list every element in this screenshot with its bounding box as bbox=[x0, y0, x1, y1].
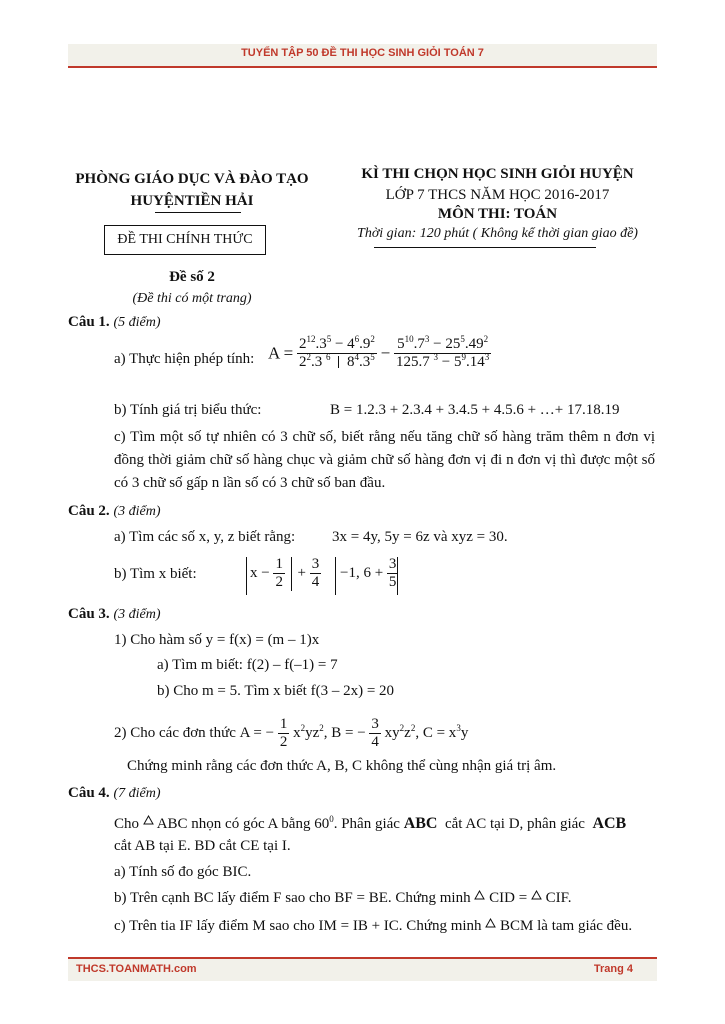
exam-number: Đề số 2 bbox=[169, 269, 215, 285]
triangle-icon bbox=[474, 890, 485, 900]
q4-label: Câu 4. bbox=[68, 785, 110, 801]
exam-title: KÌ THI CHỌN HỌC SINH GIỎI HUYỆN bbox=[361, 166, 634, 182]
q2-heading bbox=[68, 503, 160, 520]
q3-label: Câu 3. bbox=[68, 606, 110, 622]
abs-bar-2 bbox=[335, 557, 336, 595]
triangle-icon bbox=[143, 815, 154, 825]
q2a-expression: 3x = 4y, 5y = 6z và xyz = 30. bbox=[332, 529, 508, 545]
q2b-rhs: −1, 6 + $\frac{3}{5}$ bbox=[340, 556, 397, 590]
page-note: (Đề thi có một trang) bbox=[132, 291, 252, 306]
q4-intro-line2: cắt AB tại E. BD cắt CE tại I. bbox=[114, 838, 291, 854]
q4-intro: Cho ABC nhọn có góc A bằng $60^0$. Phân giác ABC cắt AC tại D, phân giác ACB bbox=[114, 814, 627, 832]
triangle-icon bbox=[531, 890, 542, 900]
q2a-text: a) Tìm các số x, y, z biết rằng: bbox=[114, 529, 296, 545]
dept-underline bbox=[155, 212, 241, 213]
q2b-formula: x − $\frac{1}{2}$ + $\frac{3}{4}$ bbox=[250, 556, 320, 590]
q1b-expression: B = 1.2.3 + 2.3.4 + 3.4.5 + 4.5.6 + …+ 17.18.19 bbox=[330, 402, 620, 418]
exam-subject: MÔN THI: TOÁN bbox=[437, 206, 558, 222]
footer-site-link[interactable]: THCS.TOANMATH.com bbox=[76, 963, 197, 975]
q4-part-a: a) Tính số đo góc BIC. bbox=[114, 864, 252, 880]
time-underline bbox=[374, 247, 596, 248]
q3-points: (3 điểm) bbox=[113, 607, 161, 622]
q3-heading bbox=[68, 606, 160, 623]
exam-time: Thời gian: 120 phút ( Không kể thời gian giao đề) bbox=[357, 226, 638, 241]
abs-bar-3 bbox=[397, 557, 398, 595]
q3-part2: 2) Cho các đơn thức A = − $\frac{1}{2}$ $x^2yz^2$, B = − $\frac{3}{4}$ $xy^2z^2$, $C = x^3y$ bbox=[114, 716, 469, 750]
official-badge: ĐỀ THI CHÍNH THỨC bbox=[104, 225, 266, 255]
header-title: TUYỂN TẬP 50 ĐỀ THI HỌC SINH GIỎI TOÁN 7 bbox=[241, 47, 484, 59]
q1a-label: a) Thực hiện phép tính: bbox=[114, 351, 255, 367]
q3-conclusion: Chứng minh rằng các đơn thức A, B, C không thể cùng nhận giá trị âm. bbox=[127, 758, 557, 774]
q1a-fraction-1: $\frac{2^{12}.3^5 - 4^6.9^2}{2^2.3 ^6 8^4.3^5}$ bbox=[298, 334, 375, 370]
q1a-fraction-2: $\frac{5^{10}.7^3 - 25^5.49^2}{125.7 ^3 - 5^9.14^3}$ bbox=[396, 334, 490, 370]
abs-bar-1 bbox=[246, 557, 247, 595]
q3-part2-text: 2) Cho các đơn thức bbox=[114, 725, 236, 741]
q4-heading bbox=[68, 785, 160, 802]
q4-part-c: c) Trên tia IF lấy điểm M sao cho IM = IB + IC. Chứng minh BCM là tam giác đều. bbox=[114, 918, 633, 934]
q4-part-b: b) Trên cạnh BC lấy điểm F sao cho BF = BE. Chứng minh CID = CIF. bbox=[114, 890, 572, 906]
q3-part1a: a) Tìm m biết: f(2) – f(–1) = 7 bbox=[157, 657, 338, 673]
dept-line-1: PHÒNG GIÁO DỤC VÀ ĐÀO TẠO bbox=[75, 171, 309, 187]
q1a-formula: A = $\frac{2^{12}.3^5 - 4^6.9^2}{2^2.3 ^6 8^4.3^5}$ − $\frac{5^{10}.7^3 - 25^5.49^2}{125.7 ^3 - 5^9.14^3}$ bbox=[268, 334, 490, 370]
q1b-label: b) Tính giá trị biểu thức: bbox=[114, 402, 262, 418]
q3-part1b: b) Cho m = 5. Tìm x biết f(3 – 2x) = 20 bbox=[157, 683, 395, 699]
q1-heading bbox=[68, 314, 160, 331]
q2b-text: b) Tìm x biết: bbox=[114, 566, 197, 582]
q3-part1: 1) Cho hàm số y = f(x) = (m – 1)x bbox=[114, 632, 320, 648]
q1-label: Câu 1. bbox=[68, 314, 110, 330]
exam-grade: LỚP 7 THCS NĂM HỌC 2016-2017 bbox=[385, 187, 610, 203]
footer-page-number: Trang 4 bbox=[593, 963, 633, 975]
q4-points: (7 điểm) bbox=[113, 786, 161, 801]
angle-acb: ACB bbox=[592, 815, 627, 832]
dept-line-2: HUYỆNTIỀN HẢI bbox=[130, 193, 254, 209]
header-rule bbox=[68, 66, 657, 68]
angle-abc: ABC bbox=[403, 815, 438, 832]
q1-points: (5 điểm) bbox=[113, 315, 161, 330]
q1c-text: c) Tìm một số tự nhiên có 3 chữ số, biết rằng nếu tăng chữ số hàng trăm thêm n đơn vị đồng thời giảm chữ số hàng chục và giảm chữ số hàng đơn vị đi n đơn vị thì được một số có 3 chữ số gấp n lần số có 3 chữ số ban đầu. bbox=[114, 429, 655, 491]
q2-points: (3 điểm) bbox=[113, 504, 161, 519]
q2-label: Câu 2. bbox=[68, 503, 110, 519]
triangle-icon bbox=[485, 918, 496, 928]
